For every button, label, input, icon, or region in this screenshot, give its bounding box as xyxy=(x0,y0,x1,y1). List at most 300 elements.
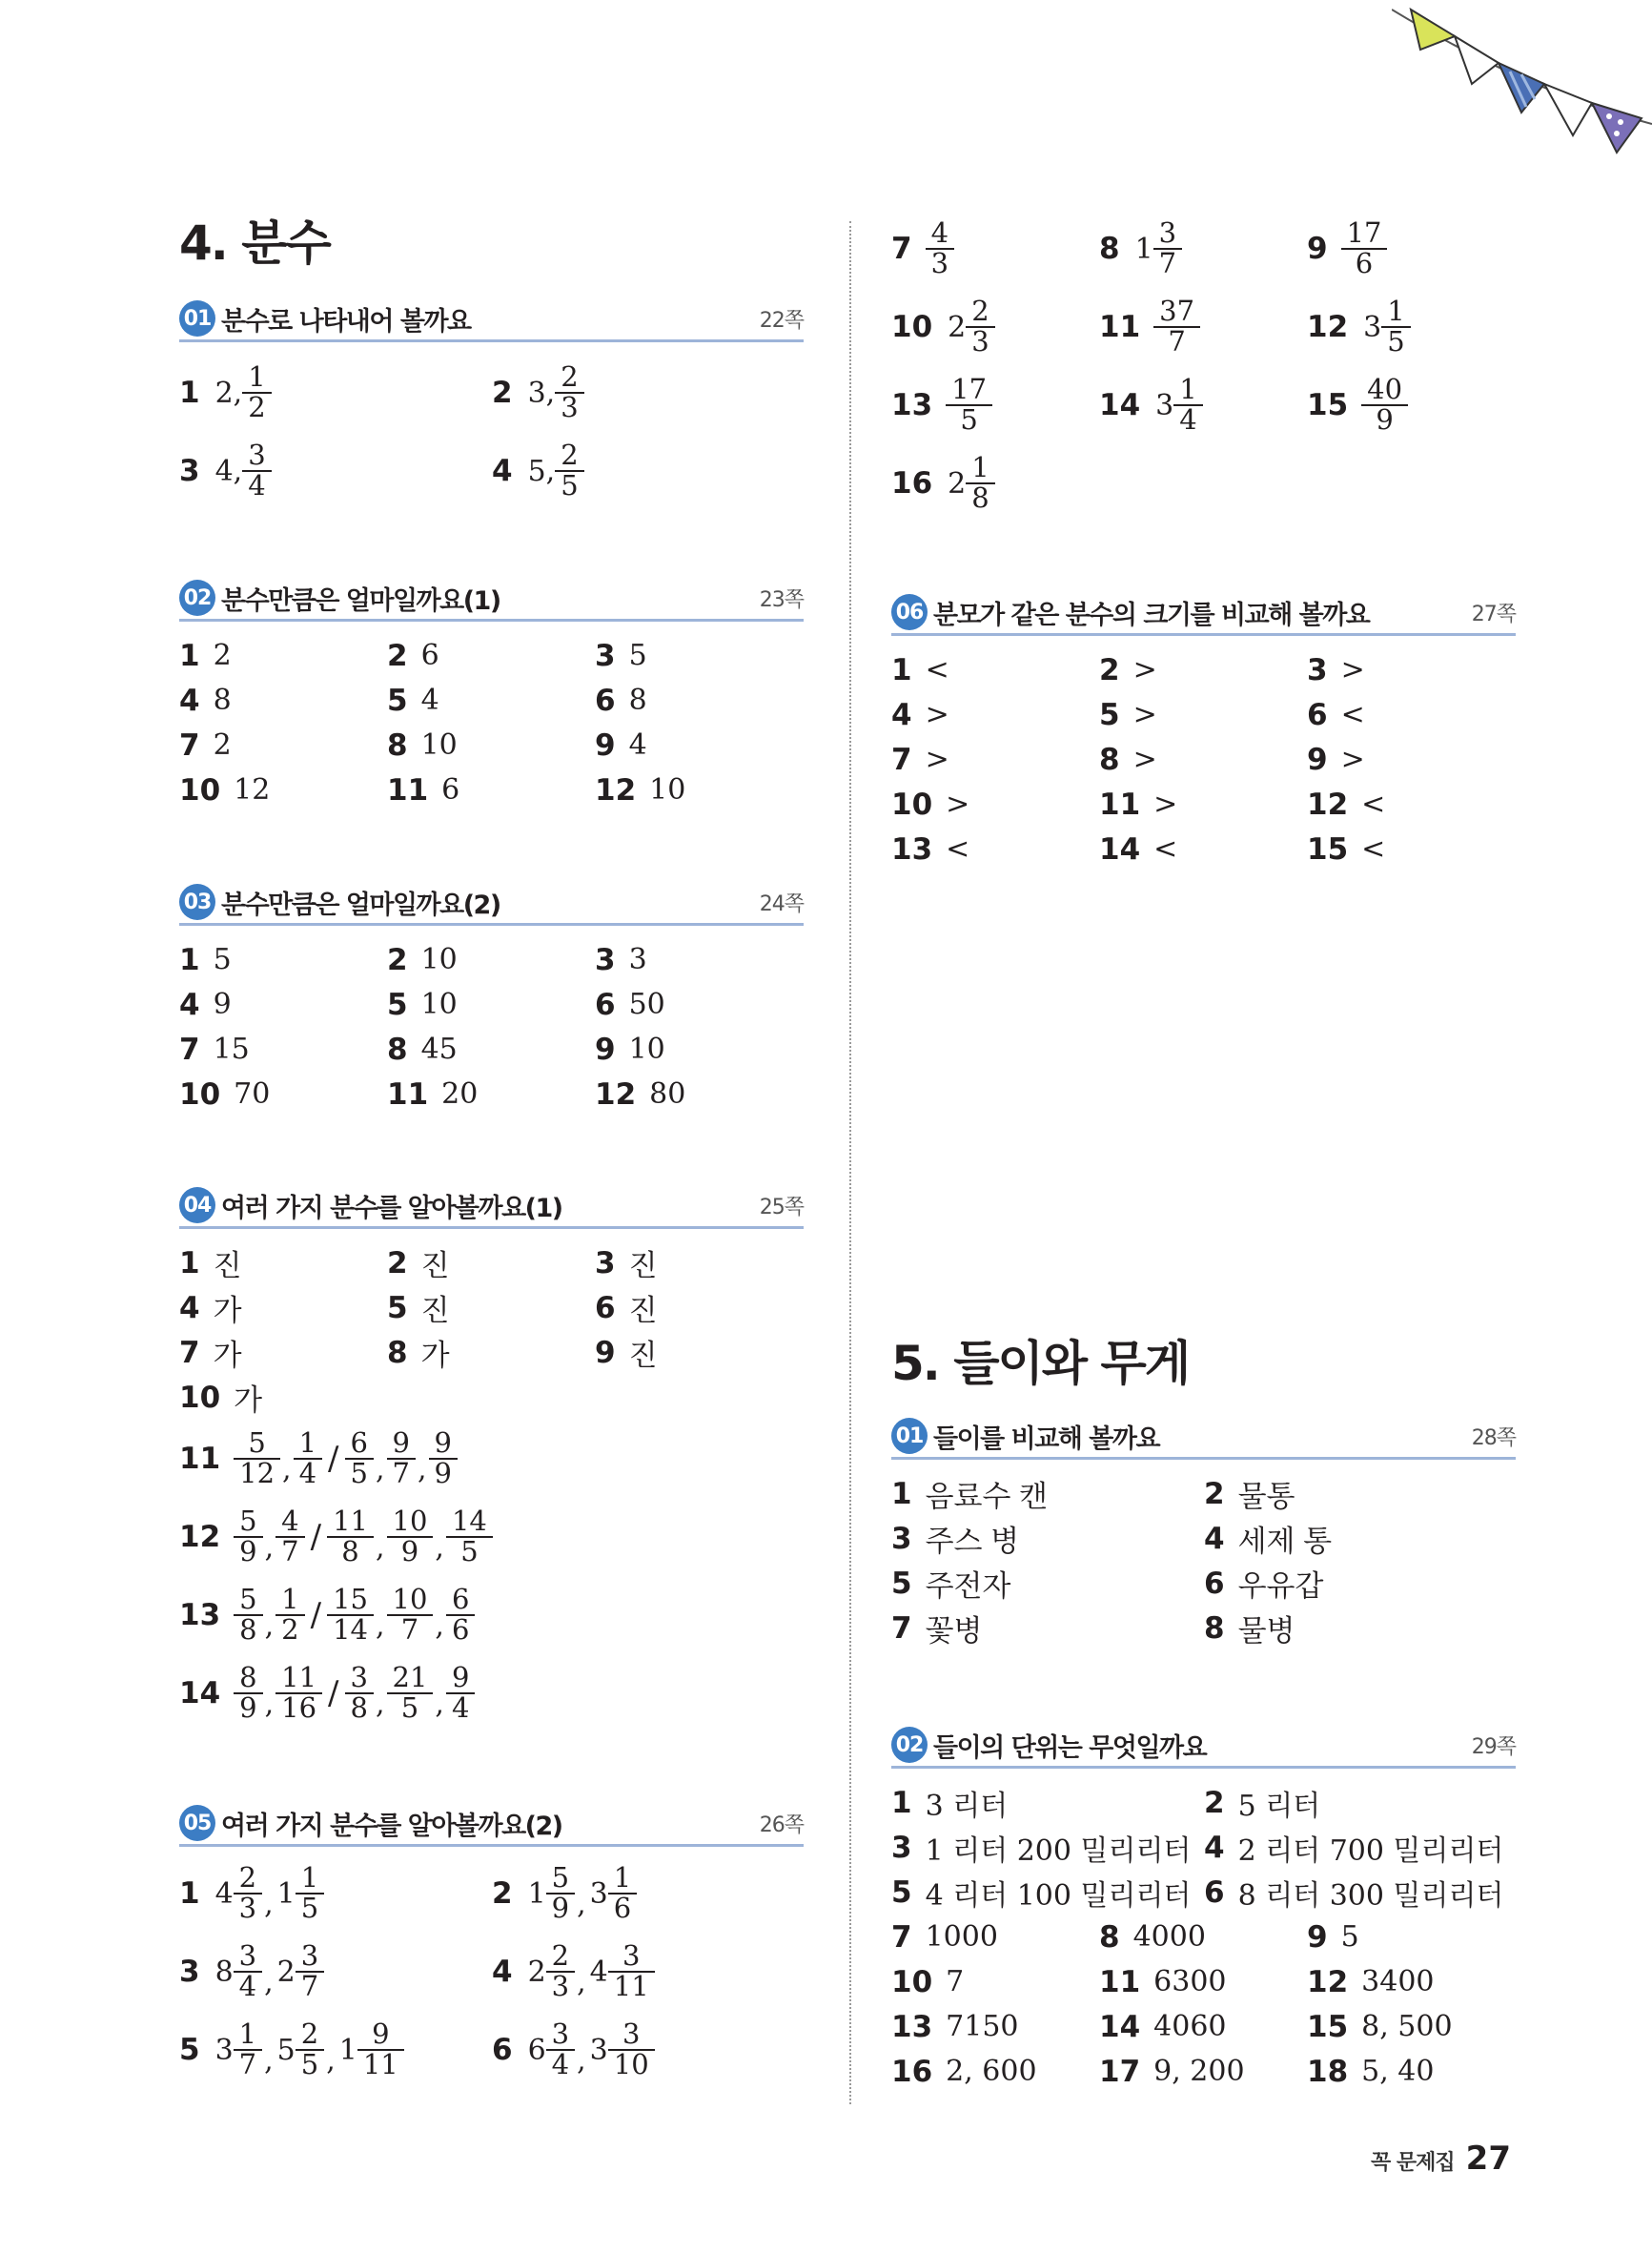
answer-item xyxy=(891,1959,1099,2004)
denominator: 5 xyxy=(296,2049,324,2079)
answer-item xyxy=(387,678,595,723)
section-page-ref: 27쪽 xyxy=(1471,602,1516,626)
section-number-badge: 02 xyxy=(891,1727,928,1763)
item-number: 6 xyxy=(595,683,616,718)
item-number: 14 xyxy=(1099,831,1141,867)
fraction xyxy=(236,1426,277,1489)
whole-part: 6 xyxy=(527,2033,546,2067)
denominator: 9 xyxy=(234,1692,262,1723)
comma-separator: , xyxy=(577,1966,586,1999)
denominator: 9 xyxy=(546,1893,575,1923)
denominator: 14 xyxy=(327,1614,374,1645)
item-number: 3 xyxy=(595,942,616,977)
whole-part: 2, xyxy=(214,376,243,410)
item-number: 12 xyxy=(595,1076,637,1112)
answer-item xyxy=(1307,647,1516,692)
item-number: 1 xyxy=(891,1476,912,1511)
item-number: 1 xyxy=(891,1785,912,1820)
item-number: 1 xyxy=(891,652,912,687)
fraction xyxy=(348,1426,371,1489)
item-number: 11 xyxy=(387,1076,429,1112)
answer-value: 8, 500 xyxy=(1361,2010,1453,2043)
item-number: 9 xyxy=(1307,232,1328,266)
numerator: 2 xyxy=(561,439,579,472)
fraction xyxy=(236,1661,259,1724)
answer-item xyxy=(1307,737,1516,782)
answer-value: 50 xyxy=(628,988,665,1021)
answer-item xyxy=(1099,2049,1307,2094)
fraction xyxy=(1384,297,1407,356)
answer-value: > xyxy=(1132,698,1157,731)
fraction xyxy=(245,360,268,423)
whole-part: 2 xyxy=(948,466,967,501)
answer-value: 진 xyxy=(628,1339,658,1372)
section-4-01 xyxy=(179,297,804,510)
answer-value: 2 xyxy=(213,728,232,762)
fraction xyxy=(449,1583,472,1646)
item-number: 4 xyxy=(1204,1830,1225,1865)
answer-value: 3 리터 xyxy=(925,1789,1009,1823)
section-number-badge: 02 xyxy=(179,580,215,616)
answer-item xyxy=(1307,782,1516,827)
denominator: 10 xyxy=(608,2049,655,2079)
whole-part: 4, xyxy=(214,454,243,488)
answer-item xyxy=(1307,210,1516,288)
fraction xyxy=(278,1661,319,1724)
column-divider xyxy=(849,221,851,2104)
fraction xyxy=(390,1507,431,1566)
comma-separator: , xyxy=(435,1609,444,1643)
item-number: 5 xyxy=(387,683,408,718)
answer-item xyxy=(1099,647,1307,692)
answer-item xyxy=(179,723,387,768)
fraction xyxy=(928,216,951,279)
denominator: 6 xyxy=(446,1614,475,1645)
answer-item xyxy=(1307,827,1516,871)
item-number: 6 xyxy=(1204,1874,1225,1910)
whole-part: 4 xyxy=(589,1955,608,1989)
item-number: 4 xyxy=(891,697,912,732)
whole-part: 3, xyxy=(527,376,556,410)
slash-separator: / xyxy=(328,1440,339,1478)
answer-value: 주스 병 xyxy=(925,1525,1020,1558)
denominator: 7 xyxy=(275,1536,304,1567)
answer-value: 4 xyxy=(420,684,439,717)
slash-separator: / xyxy=(328,1674,339,1712)
answer-value: 9 xyxy=(213,988,232,1021)
comma-separator: , xyxy=(375,1609,385,1643)
answer-item xyxy=(891,2049,1099,2094)
denominator: 4 xyxy=(1173,404,1202,435)
item-number: 18 xyxy=(1307,2054,1349,2089)
denominator: 3 xyxy=(555,392,583,422)
numerator: 3 xyxy=(300,1939,319,1973)
answer-item xyxy=(891,366,1099,444)
item-number: 16 xyxy=(891,2054,933,2089)
answer-value: 가 xyxy=(213,1339,242,1372)
answer-value: 꽃병 xyxy=(925,1614,983,1648)
answer-value: 진 xyxy=(213,1249,242,1282)
fraction xyxy=(1156,216,1179,279)
item-number: 3 xyxy=(179,1955,200,1989)
numerator: 1 xyxy=(300,1861,319,1895)
item-number: 7 xyxy=(179,727,200,763)
item-number: 10 xyxy=(891,787,933,822)
whole-part: 2 xyxy=(276,1955,296,1989)
answer-item xyxy=(1204,1516,1516,1561)
numerator: 37 xyxy=(1159,295,1195,328)
item-number: 6 xyxy=(595,1290,616,1325)
denominator: 8 xyxy=(345,1692,374,1723)
denominator: 2 xyxy=(242,392,271,422)
comma-separator: , xyxy=(435,1688,444,1721)
answer-item xyxy=(179,1027,387,1072)
answer-grid xyxy=(179,1854,804,2089)
answer-item xyxy=(891,1561,1204,1606)
chapter-4-title: 4. 분수 xyxy=(179,215,330,271)
answer-value: 4060 xyxy=(1153,2010,1227,2043)
section-number-badge: 01 xyxy=(179,300,215,337)
numerator: 11 xyxy=(333,1505,368,1538)
section-title: 분수만큼은 얼마일까요(1) xyxy=(221,585,500,616)
item-number: 2 xyxy=(387,1245,408,1280)
denominator: 9 xyxy=(387,1536,434,1567)
denominator: 5 xyxy=(555,470,583,501)
fraction xyxy=(278,1507,301,1566)
answer-item xyxy=(1099,2004,1307,2049)
denominator: 6 xyxy=(1341,248,1388,278)
numerator: 11 xyxy=(281,1661,317,1694)
item-number: 4 xyxy=(1204,1521,1225,1556)
comma-separator: , xyxy=(375,1531,385,1565)
whole-part: 4 xyxy=(214,1876,234,1911)
section-header xyxy=(891,1724,1516,1769)
comma-separator: , xyxy=(264,1888,274,1921)
page-number: 27 xyxy=(1465,2140,1511,2178)
answer-item xyxy=(595,1027,804,1072)
numerator: 10 xyxy=(392,1505,428,1538)
answer-item xyxy=(179,768,387,812)
answer-item xyxy=(387,1240,595,1285)
item-number: 2 xyxy=(387,942,408,977)
section-title: 들이의 단위는 무엇일까요 xyxy=(933,1732,1207,1763)
answer-value: 우유갑 xyxy=(1237,1569,1324,1603)
section-number-badge: 03 xyxy=(179,884,215,920)
item-number: 12 xyxy=(179,1520,221,1554)
numerator: 1 xyxy=(971,451,989,484)
answer-value: 6 xyxy=(441,773,460,807)
section-number-badge: 01 xyxy=(891,1418,928,1454)
comma-separator: , xyxy=(577,2044,586,2078)
answer-grid xyxy=(891,1915,1516,2094)
answer-value: < xyxy=(1361,832,1386,866)
whole-part: 8 xyxy=(214,1955,234,1989)
denominator: 7 xyxy=(1153,326,1200,357)
denominator: 7 xyxy=(1153,248,1182,278)
answer-value: 5 xyxy=(213,943,232,976)
numerator: 9 xyxy=(451,1661,470,1694)
answer-value: 진 xyxy=(628,1294,658,1327)
answer-item xyxy=(1099,782,1307,827)
answer-value: > xyxy=(925,698,949,731)
answer-grid xyxy=(891,647,1516,871)
answer-value: 15 xyxy=(213,1033,250,1066)
numerator: 2 xyxy=(238,1861,257,1895)
numerator: 2 xyxy=(561,360,579,394)
fraction xyxy=(1176,373,1199,436)
comma-separator: , xyxy=(264,2044,274,2078)
section-4-02 xyxy=(179,577,804,812)
comma-separator: , xyxy=(264,1688,275,1721)
numerator: 5 xyxy=(248,1426,266,1460)
answer-item xyxy=(387,768,595,812)
section-4-03 xyxy=(179,881,804,1116)
answer-value: 8 리터 300 밀리리터 xyxy=(1237,1878,1504,1913)
numerator: 1 xyxy=(298,1426,317,1460)
item-number: 17 xyxy=(1099,2054,1141,2089)
answer-item xyxy=(1099,737,1307,782)
denominator: 2 xyxy=(275,1614,304,1645)
answer-value: 물통 xyxy=(1237,1480,1295,1513)
item-number: 8 xyxy=(1099,742,1120,777)
answer-value: 10 xyxy=(420,943,458,976)
fraction-answer-row xyxy=(179,1420,804,1498)
whole-part: 2 xyxy=(527,1955,546,1989)
numerator: 2 xyxy=(551,1939,570,1973)
answer-item xyxy=(1099,366,1307,444)
answer-item xyxy=(1307,1959,1516,2004)
denominator: 7 xyxy=(387,1614,434,1645)
answer-value: < xyxy=(946,832,970,866)
fraction xyxy=(236,1583,259,1646)
answer-item xyxy=(179,1375,387,1420)
answer-grid xyxy=(179,1240,804,1420)
answer-item xyxy=(179,1933,492,2011)
answer-item xyxy=(179,678,387,723)
item-number: 5 xyxy=(387,1290,408,1325)
item-number: 1 xyxy=(179,638,200,673)
comma-separator: , xyxy=(326,2044,336,2078)
item-number: 9 xyxy=(595,1032,616,1067)
numerator: 17 xyxy=(951,373,988,406)
comma-separator: , xyxy=(375,1453,385,1486)
item-number: 6 xyxy=(595,987,616,1022)
section-header xyxy=(179,577,804,622)
answer-item xyxy=(891,2004,1099,2049)
denominator: 4 xyxy=(242,470,271,501)
fraction xyxy=(449,1507,490,1566)
fraction xyxy=(298,1939,321,2002)
numerator: 9 xyxy=(434,1426,452,1460)
flag-yellow xyxy=(1411,10,1455,50)
numerator: 5 xyxy=(551,1861,570,1895)
fraction xyxy=(948,373,989,436)
section-4-06 xyxy=(891,591,1516,871)
item-number: 12 xyxy=(1307,310,1349,344)
answer-grid xyxy=(891,1471,1516,1650)
answer-item xyxy=(387,1330,595,1375)
whole-part: 3 xyxy=(214,2033,234,2067)
denominator: 8 xyxy=(234,1614,262,1645)
item-number: 8 xyxy=(1099,1919,1120,1955)
answer-value: < xyxy=(1361,788,1386,821)
answer-value: 2 리터 700 밀리리터 xyxy=(1237,1833,1504,1868)
section-title: 여러 가지 분수를 알아볼까요(2) xyxy=(221,1811,562,1841)
fraction xyxy=(330,1507,371,1566)
item-number: 14 xyxy=(179,1676,221,1710)
answer-item xyxy=(595,937,804,982)
answer-item xyxy=(1204,1471,1516,1516)
item-number: 10 xyxy=(891,310,933,344)
answer-item xyxy=(1307,288,1516,366)
item-number: 8 xyxy=(387,727,408,763)
item-number: 10 xyxy=(179,1380,221,1415)
item-number: 10 xyxy=(179,1076,221,1112)
answer-value: 주전자 xyxy=(925,1569,1011,1603)
item-number: 7 xyxy=(891,742,912,777)
answer-value: 1 리터 200 밀리리터 xyxy=(925,1833,1192,1868)
answer-item xyxy=(387,633,595,678)
item-number: 12 xyxy=(1307,787,1349,822)
numerator: 6 xyxy=(350,1426,368,1460)
section-number-badge: 05 xyxy=(179,1805,215,1841)
whole-part: 1 xyxy=(527,1876,546,1911)
denominator: 4 xyxy=(234,1971,262,2001)
whole-part: 1 xyxy=(338,2033,357,2067)
item-number: 15 xyxy=(1307,388,1349,422)
item-number: 4 xyxy=(492,1955,513,1989)
section-page-ref: 24쪽 xyxy=(759,891,804,916)
denominator: 3 xyxy=(546,1971,575,2001)
flag-purple-dotted xyxy=(1592,103,1642,153)
denominator: 4 xyxy=(294,1458,322,1488)
answer-item xyxy=(891,827,1099,871)
answer-value: 45 xyxy=(420,1033,458,1066)
answer-item xyxy=(891,647,1099,692)
item-number: 2 xyxy=(1099,652,1120,687)
bunting-decoration xyxy=(1392,0,1652,162)
numerator: 1 xyxy=(238,2017,257,2051)
answer-value: 5 xyxy=(628,639,647,672)
answer-item xyxy=(179,937,387,982)
answer-item xyxy=(891,1915,1099,1959)
fraction xyxy=(449,1661,472,1724)
numerator: 5 xyxy=(239,1505,257,1538)
section-title: 분모가 같은 분수의 크기를 비교해 볼까요 xyxy=(933,600,1370,630)
answer-item xyxy=(179,1072,387,1116)
answer-value: 2 xyxy=(213,639,232,672)
denominator: 7 xyxy=(296,1971,324,2001)
answer-item xyxy=(891,444,1099,522)
numerator: 1 xyxy=(613,1861,632,1895)
denominator: 5 xyxy=(345,1458,374,1488)
fraction xyxy=(549,1861,572,1924)
fraction xyxy=(236,1507,259,1566)
answer-value: > xyxy=(925,743,949,776)
answer-item xyxy=(891,1606,1204,1650)
numerator: 3 xyxy=(622,2017,641,2051)
comma-separator: , xyxy=(577,1888,586,1921)
answer-value: 음료수 캔 xyxy=(925,1480,1048,1513)
flag-white-2 xyxy=(1544,84,1592,135)
answer-item xyxy=(1099,692,1307,737)
answer-item xyxy=(387,982,595,1027)
numerator: 5 xyxy=(239,1583,257,1616)
section-title: 분수로 나타내어 볼까요 xyxy=(221,306,471,337)
answer-item xyxy=(492,1854,804,1933)
section-number-badge: 06 xyxy=(891,594,928,630)
fraction xyxy=(348,1661,371,1724)
whole-part: 2 xyxy=(948,310,967,344)
item-number: 11 xyxy=(179,1442,221,1476)
section-header xyxy=(179,1184,804,1229)
item-number: 2 xyxy=(387,638,408,673)
item-number: 15 xyxy=(1307,831,1349,867)
answer-grid xyxy=(179,354,804,510)
fraction xyxy=(549,2017,572,2080)
item-number: 9 xyxy=(1307,742,1328,777)
numerator: 3 xyxy=(238,1939,257,1973)
whole-part: 5 xyxy=(276,2033,296,2067)
denominator: 5 xyxy=(446,1536,493,1567)
answer-item xyxy=(891,1516,1204,1561)
item-number: 5 xyxy=(387,987,408,1022)
answer-item xyxy=(891,288,1099,366)
answer-item xyxy=(179,1854,492,1933)
item-number: 7 xyxy=(891,1610,912,1646)
denominator: 11 xyxy=(357,2049,404,2079)
answer-item xyxy=(1307,692,1516,737)
item-number: 8 xyxy=(1204,1610,1225,1646)
section-header xyxy=(891,591,1516,636)
numerator: 10 xyxy=(392,1583,428,1616)
answer-item xyxy=(1204,1561,1516,1606)
answer-item xyxy=(1099,210,1307,288)
fraction xyxy=(969,297,991,356)
section-page-ref: 28쪽 xyxy=(1471,1425,1516,1450)
answer-value: 5 xyxy=(1340,1920,1359,1954)
answer-item xyxy=(387,1285,595,1330)
answer-value: < xyxy=(1340,698,1365,731)
answer-item xyxy=(387,723,595,768)
denominator: 12 xyxy=(234,1458,280,1488)
denominator: 16 xyxy=(275,1692,322,1723)
item-number: 7 xyxy=(179,1335,200,1370)
whole-part: 3 xyxy=(1363,310,1382,344)
answer-value: 20 xyxy=(441,1077,479,1111)
answer-value: 12 xyxy=(234,773,271,807)
answer-item xyxy=(1099,1959,1307,2004)
item-number: 5 xyxy=(891,1566,912,1601)
denominator: 5 xyxy=(1381,326,1410,357)
item-number: 7 xyxy=(179,1032,200,1067)
item-number: 11 xyxy=(1099,310,1141,344)
numerator: 3 xyxy=(248,439,266,472)
item-number: 2 xyxy=(1204,1476,1225,1511)
fraction xyxy=(360,2017,401,2080)
numerator: 3 xyxy=(551,2017,570,2051)
answer-grid xyxy=(179,633,804,812)
item-number: 14 xyxy=(1099,388,1141,422)
item-number: 8 xyxy=(387,1032,408,1067)
answer-item xyxy=(1204,1825,1516,1870)
item-number: 12 xyxy=(595,772,637,808)
item-number: 11 xyxy=(387,772,429,808)
answer-item xyxy=(595,1240,804,1285)
whole-part: 1 xyxy=(1134,232,1153,266)
comma-separator: , xyxy=(264,1531,275,1565)
answer-item xyxy=(1204,1870,1516,1915)
